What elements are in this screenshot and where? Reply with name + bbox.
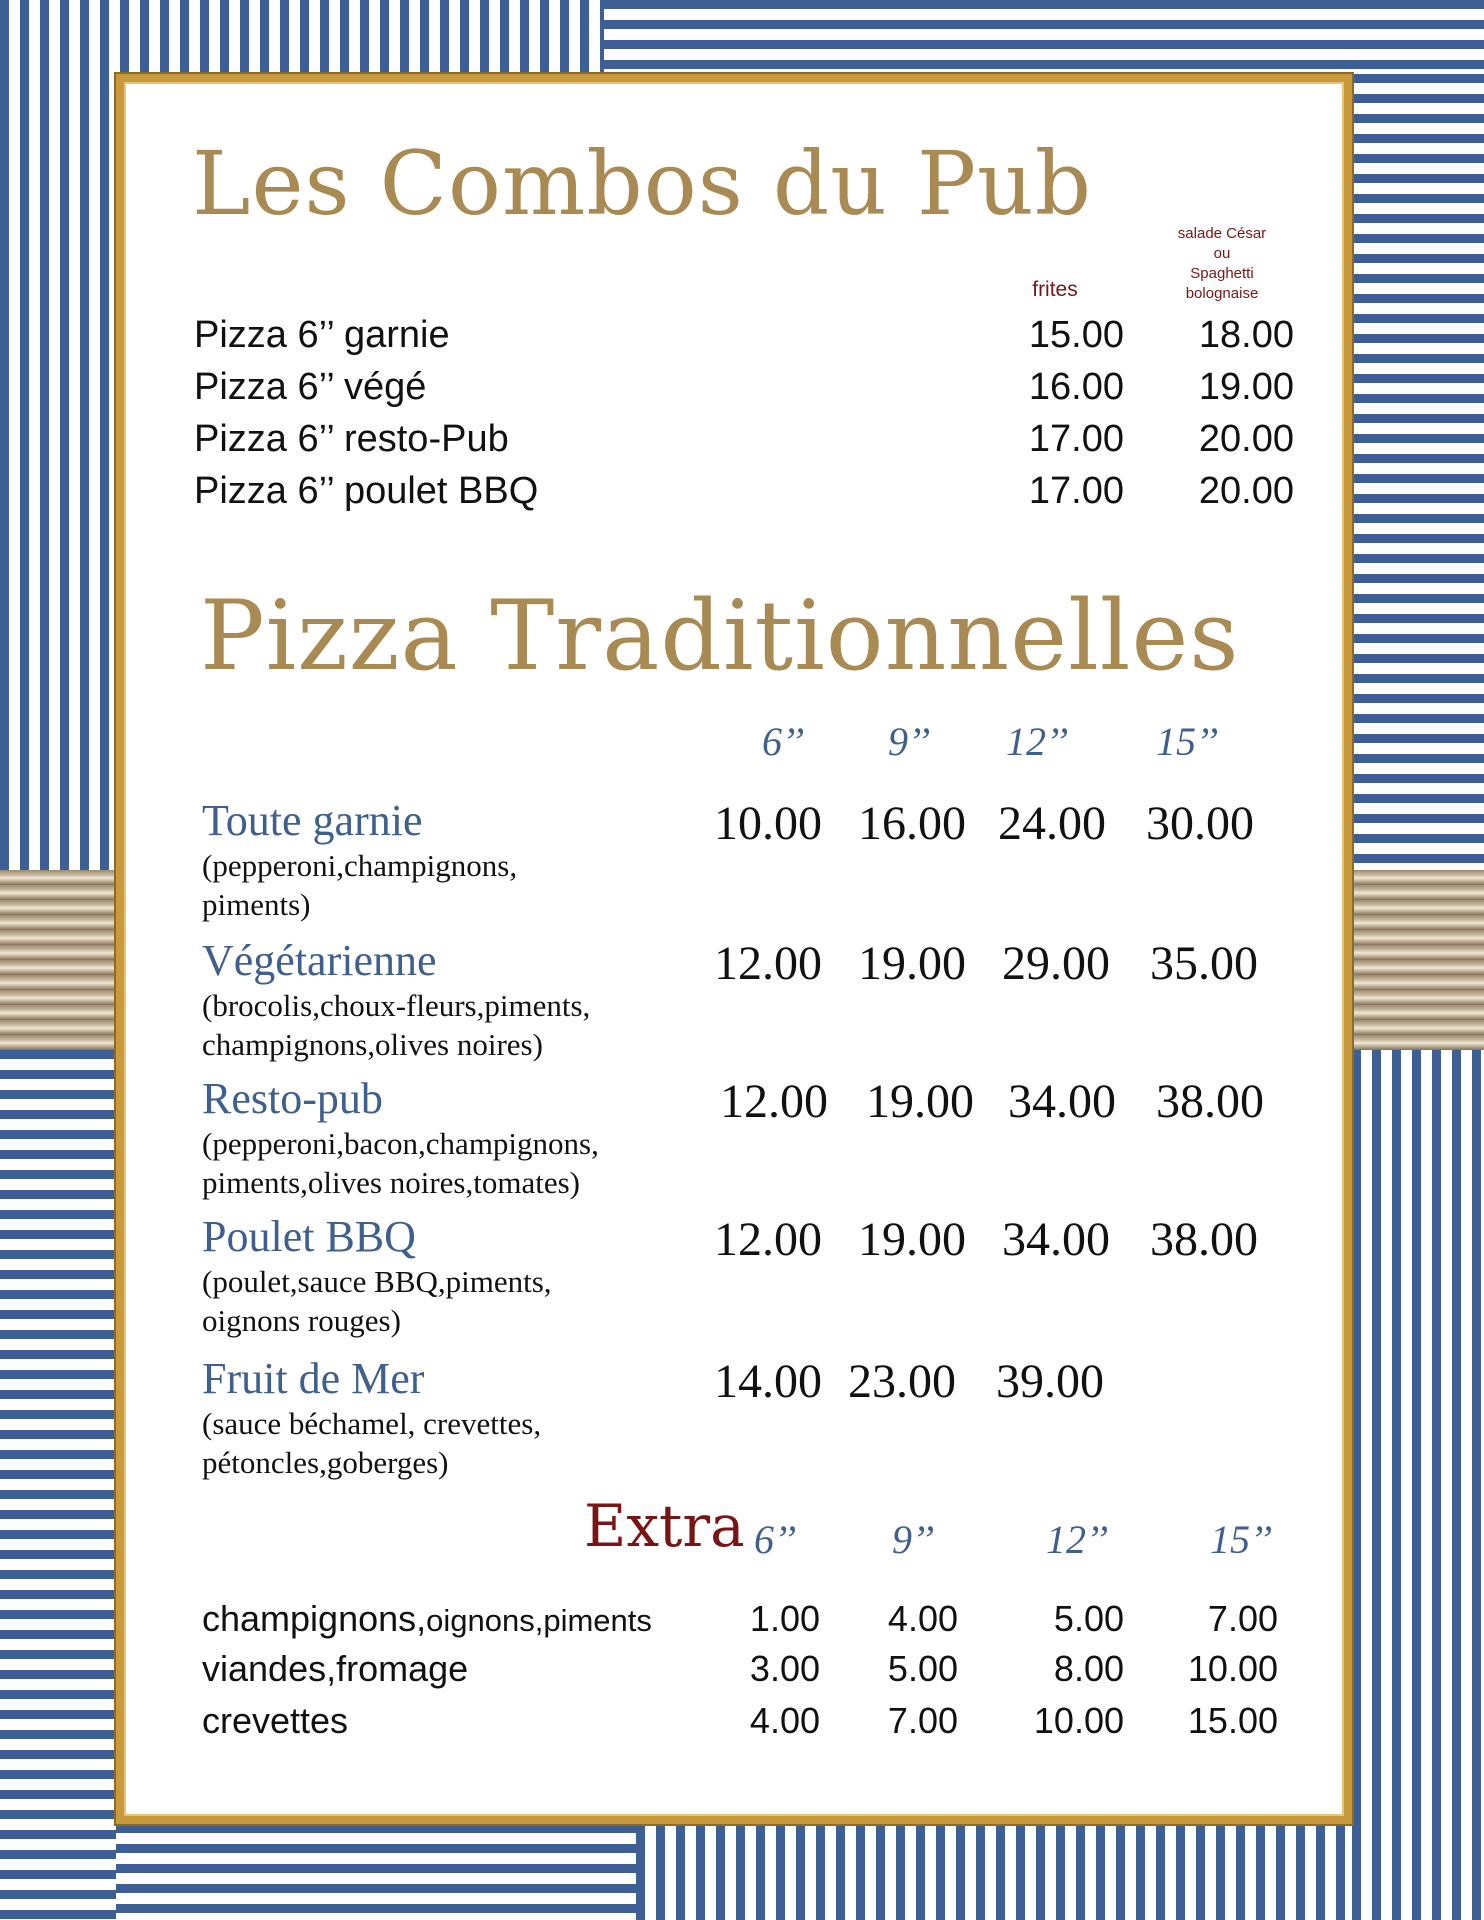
traditionnelles-title: Pizza Traditionnelles (200, 580, 1240, 692)
pizza-desc-line: champignons,olives noires) (202, 1027, 543, 1062)
extra-name: viandes,fromage (202, 1648, 469, 1689)
pizza-desc-line: (brocolis,choux-fleurs,piments, (202, 988, 591, 1023)
pizza-desc-line: (pepperoni,bacon,champignons, (202, 1126, 599, 1161)
combo-price-salade: 20.00 (1198, 470, 1294, 512)
pizza-desc-line: (poulet,sauce BBQ,piments, (202, 1264, 552, 1299)
extra-name-small: oignons,piments (426, 1603, 652, 1638)
pizza-price-9: 19.00 (866, 1075, 974, 1128)
pizza-price-12: 24.00 (998, 797, 1106, 850)
combo-row (194, 314, 1294, 366)
pizza-desc-line: (pepperoni,champignons, (202, 848, 518, 883)
rope-band-left (0, 870, 116, 1050)
size-header-12: 12’’ (1006, 719, 1069, 764)
pizza-desc-line: piments,olives noires,tomates) (202, 1165, 580, 1200)
extra-price-9: 5.00 (887, 1648, 958, 1689)
rope-band-right (1352, 870, 1484, 1050)
size-header-6: 6’’ (762, 719, 805, 764)
pizza-price-15: 38.00 (1156, 1075, 1264, 1128)
pizza-name: Fruit de Mer (202, 1354, 425, 1403)
combo-price-salade: 20.00 (1198, 418, 1294, 460)
combo-row (194, 470, 1294, 522)
extra-price-15: 15.00 (1187, 1700, 1278, 1741)
extra-row (202, 1598, 1322, 1648)
extra-price-12: 10.00 (1033, 1700, 1124, 1741)
extra-price-9: 4.00 (887, 1598, 958, 1639)
pizza-price-6: 12.00 (714, 1213, 822, 1266)
extra-size-header-9: 9’’ (892, 1517, 935, 1562)
combo-price-frites: 16.00 (1028, 366, 1124, 408)
combo-col-frites-header: frites (1032, 278, 1078, 301)
pizza-price-12: 39.00 (996, 1355, 1104, 1408)
extra-size-header-15: 15’’ (1210, 1517, 1273, 1562)
combo-price-salade: 19.00 (1198, 366, 1294, 408)
combo-name: Pizza 6’’ végé (194, 366, 427, 408)
extra-size-header-6: 6’’ (754, 1517, 797, 1562)
pizza-price-15: 30.00 (1146, 797, 1254, 850)
pizza-price-9: 19.00 (858, 937, 966, 990)
pizza-desc-line: pétoncles,goberges) (202, 1445, 449, 1480)
extra-price-6: 3.00 (749, 1648, 820, 1689)
extra-name (202, 1598, 652, 1640)
extra-price-12: 8.00 (1053, 1648, 1124, 1689)
extra-price-15: 10.00 (1187, 1648, 1278, 1689)
pizza-price-6: 10.00 (714, 797, 822, 850)
pizza-item-resto-pub (202, 1074, 1322, 1202)
combo-price-salade: 18.00 (1198, 314, 1294, 356)
combo-col-salade-line: bolognaise (1185, 285, 1259, 302)
extra-row (202, 1648, 1322, 1698)
size-header-9: 9’’ (888, 719, 931, 764)
pizza-item-toute-garnie (202, 796, 1322, 924)
extra-row (202, 1700, 1322, 1750)
extra-price-15: 7.00 (1207, 1598, 1278, 1639)
combo-name: Pizza 6’’ poulet BBQ (194, 470, 539, 512)
pizza-name: Végétarienne (202, 936, 437, 985)
combo-price-frites: 15.00 (1028, 314, 1124, 356)
combo-col-salade-line: ou (1213, 245, 1231, 262)
combo-row (194, 418, 1294, 470)
pizza-price-9: 23.00 (848, 1355, 956, 1408)
stripe-bottom-left (116, 1824, 636, 1920)
pizza-name: Toute garnie (202, 796, 423, 845)
pizza-item-vegetarienne (202, 936, 1322, 1064)
pizza-price-6: 12.00 (714, 937, 822, 990)
stripe-right-lower (1352, 1050, 1484, 1920)
pizza-item-fruit-de-mer (202, 1354, 1322, 1482)
pizza-price-6: 14.00 (714, 1355, 822, 1408)
extra-title: Extra (584, 1492, 745, 1560)
combo-row (194, 366, 1294, 418)
extra-price-12: 5.00 (1053, 1598, 1124, 1639)
stripe-top-left (0, 0, 604, 74)
combo-col-salade-header (1160, 224, 1284, 304)
pizza-price-12: 34.00 (1008, 1075, 1116, 1128)
pizza-price-9: 19.00 (858, 1213, 966, 1266)
stripe-left-lower (0, 1050, 116, 1920)
pizza-item-poulet-bbq (202, 1212, 1322, 1340)
combos-title: Les Combos du Pub (192, 132, 1093, 235)
extra-name-main: champignons, (202, 1598, 427, 1639)
stripe-top-right (604, 0, 1484, 74)
extra-price-6: 1.00 (749, 1598, 820, 1639)
pizza-desc-line: piments) (202, 887, 311, 922)
extra-name: crevettes (202, 1700, 349, 1741)
pizza-price-6: 12.00 (720, 1075, 828, 1128)
pizza-desc-line: oignons rouges) (202, 1303, 401, 1338)
pizza-desc-line: (sauce béchamel, crevettes, (202, 1406, 542, 1441)
combo-name: Pizza 6’’ resto-Pub (194, 418, 509, 460)
pizza-name: Poulet BBQ (202, 1212, 416, 1261)
combo-name: Pizza 6’’ garnie (194, 314, 450, 356)
pizza-price-15: 38.00 (1150, 1213, 1258, 1266)
pizza-price-12: 34.00 (1002, 1213, 1110, 1266)
combo-price-frites: 17.00 (1028, 418, 1124, 460)
combo-col-salade-line: Spaghetti (1190, 265, 1254, 282)
combo-col-salade-line: salade César (1177, 225, 1267, 242)
combo-price-frites: 17.00 (1028, 470, 1124, 512)
stripe-right-upper (1352, 74, 1484, 870)
extra-price-6: 4.00 (749, 1700, 820, 1741)
stripe-left-upper (0, 74, 116, 870)
pizza-price-12: 29.00 (1002, 937, 1110, 990)
size-header-15: 15’’ (1156, 719, 1219, 764)
extra-price-9: 7.00 (887, 1700, 958, 1741)
extra-size-header-12: 12’’ (1046, 1517, 1109, 1562)
stripe-bottom-right (636, 1824, 1352, 1920)
pizza-price-15: 35.00 (1150, 937, 1258, 990)
pizza-price-9: 16.00 (858, 797, 966, 850)
pizza-name: Resto-pub (202, 1074, 383, 1123)
